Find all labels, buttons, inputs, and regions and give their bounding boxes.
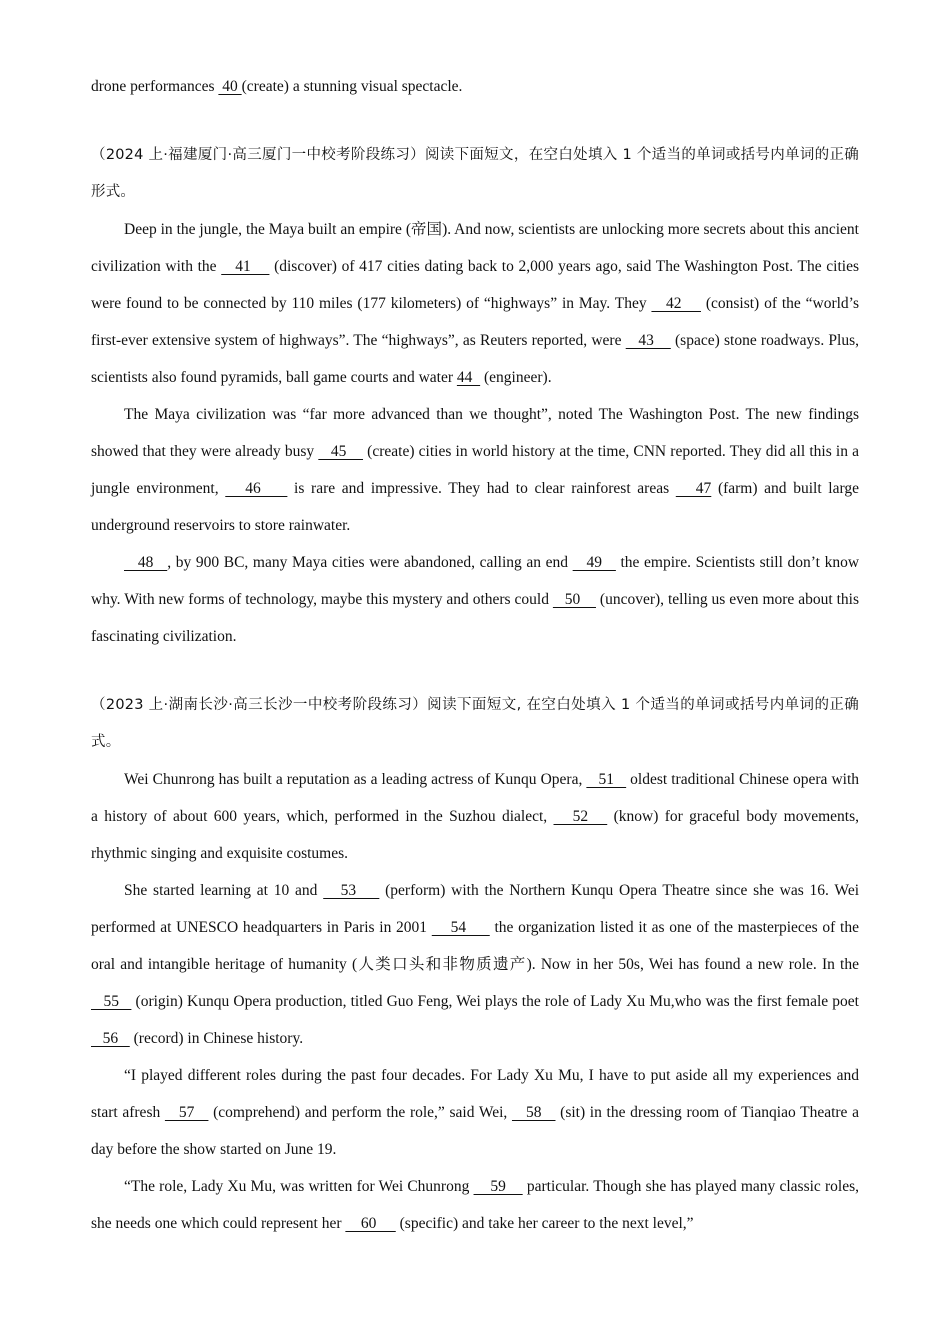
text: (record) in Chinese history. [129,1030,304,1047]
text: (know) for graceful body movements, rhythmic singing and exquisite costumes. [91,808,860,862]
text: , by 900 BC, many Maya cities were abandoned, calling an end [167,554,573,571]
blank-41: 41 [221,258,270,275]
text: (consist) of the “world’s first-ever extensive system of highways”. The “highways”, as Reuters reported, were [91,295,860,349]
blank-43: 43 [625,332,671,349]
blank-46: 46 [225,480,288,497]
blank-45: 45 [318,443,364,460]
text: particular. Though she has played many classic roles, she needs one which could represent her [91,1178,860,1232]
document-page [91,68,859,1242]
text: (sit) in the dressing room of Tianqiao Theatre a day before the show started on June 19. [91,1104,859,1158]
section-spacer [91,655,859,687]
section-2-paragraph-1 [91,761,859,872]
section-1-paragraph-2 [91,396,859,544]
text: (discover) of 417 cities dating back to 2,000 years ago, said The Washington Post. The cities were found to be connected by 110 miles (177 kilometers) of “highways” in May. They [91,258,859,312]
blank-59: 59 [473,1178,523,1195]
blank-55: 55 [91,993,132,1010]
text: (perform) with the Northern Kunqu Opera Theatre since she was 16. Wei performed at UNESCO headquarters in Paris in 2001 [91,882,860,936]
text: The Maya civilization was “far more advanced than we thought”, noted The Washington Post. The new findings showed that they were already busy [91,406,859,460]
section-2-header: （2023 上·湖南长沙·高三长沙一中校考阶段练习）阅读下面短文, 在空白处填入 1 个适当的单词或括号内单词的正确式。 [91,697,859,750]
section-2-paragraph-4 [91,1168,859,1242]
section-1-paragraph-1 [91,211,859,396]
text: Wei Chunrong has built a reputation as a leading actress of Kunqu Opera, [124,771,587,788]
section-2-paragraph-3 [91,1057,859,1168]
section-1-header: （2024 上·福建厦门·高三厦门一中校考阶段练习）阅读下面短文，在空白处填入 1 个适当的单词或括号内单词的正确形式。 [91,147,859,200]
intro-line [91,68,859,105]
text: the organization listed it as one of the masterpieces of the oral and intangible heritage of humanity (人类口头和非物质遗产). Now in her 50s, Wei has found a new role. In the [91,919,859,973]
text: (space) stone roadways. Plus, scientists also found pyramids, ball game courts and water [91,332,859,386]
blank-51: 51 [586,771,627,788]
section-2-paragraph-2 [91,872,859,1057]
text: She started learning at 10 and [124,882,324,899]
blank-44: 44 [456,369,481,386]
blank-42: 42 [651,295,701,312]
blank-50: 50 [552,591,596,608]
blank-54: 54 [431,919,490,936]
text: (farm) and built large underground reservoirs to store rainwater. [91,480,859,534]
text: “The role, Lady Xu Mu, was written for Wei Chunrong [124,1178,474,1195]
text: Deep in the jungle, the Maya built an empire (帝国). And now, scientists are unlocking more secrets about this ancient civilization with the [91,221,859,275]
text: (comprehend) and perform the role,” said Wei, [208,1104,512,1121]
blank-57: 57 [164,1104,209,1121]
text: (uncover), telling us even more about this fascinating civilization. [91,591,859,645]
blank-47: 47 [675,480,712,497]
blank-53: 53 [323,882,380,899]
section-1-paragraph-3 [91,544,859,655]
blank-58: 58 [511,1104,556,1121]
text: (origin) Kunqu Opera production, titled Guo Feng, Wei plays the role of Lady Xu Mu,who was the first female poet [131,993,859,1010]
text: (create) a stunning visual spectacle. [241,78,463,95]
blank-56: 56 [91,1030,130,1047]
blank-48: 48 [124,554,168,571]
text: (engineer). [480,369,552,386]
text: is rare and impressive. They had to clear rainforest areas [287,480,676,497]
text: oldest traditional Chinese opera with a history of about 600 years, which, performed in the Suzhou dialect, [91,771,859,825]
text: the empire. Scientists still don’t know why. With new forms of technology, maybe this mystery and others could [91,554,860,608]
text: (specific) and take her career to the next level,” [395,1215,694,1232]
blank-49: 49 [572,554,616,571]
text: drone performances [91,78,219,95]
blank-52: 52 [553,808,608,825]
blank-40: 40 [218,78,242,95]
text: “I played different roles during the past four decades. For Lady Xu Mu, I have to put aside all my experiences and start afresh [91,1067,859,1121]
text: (create) cities in world history at the time, CNN reported. They did all this in a jungle environment, [91,443,860,497]
blank-60: 60 [345,1215,396,1232]
